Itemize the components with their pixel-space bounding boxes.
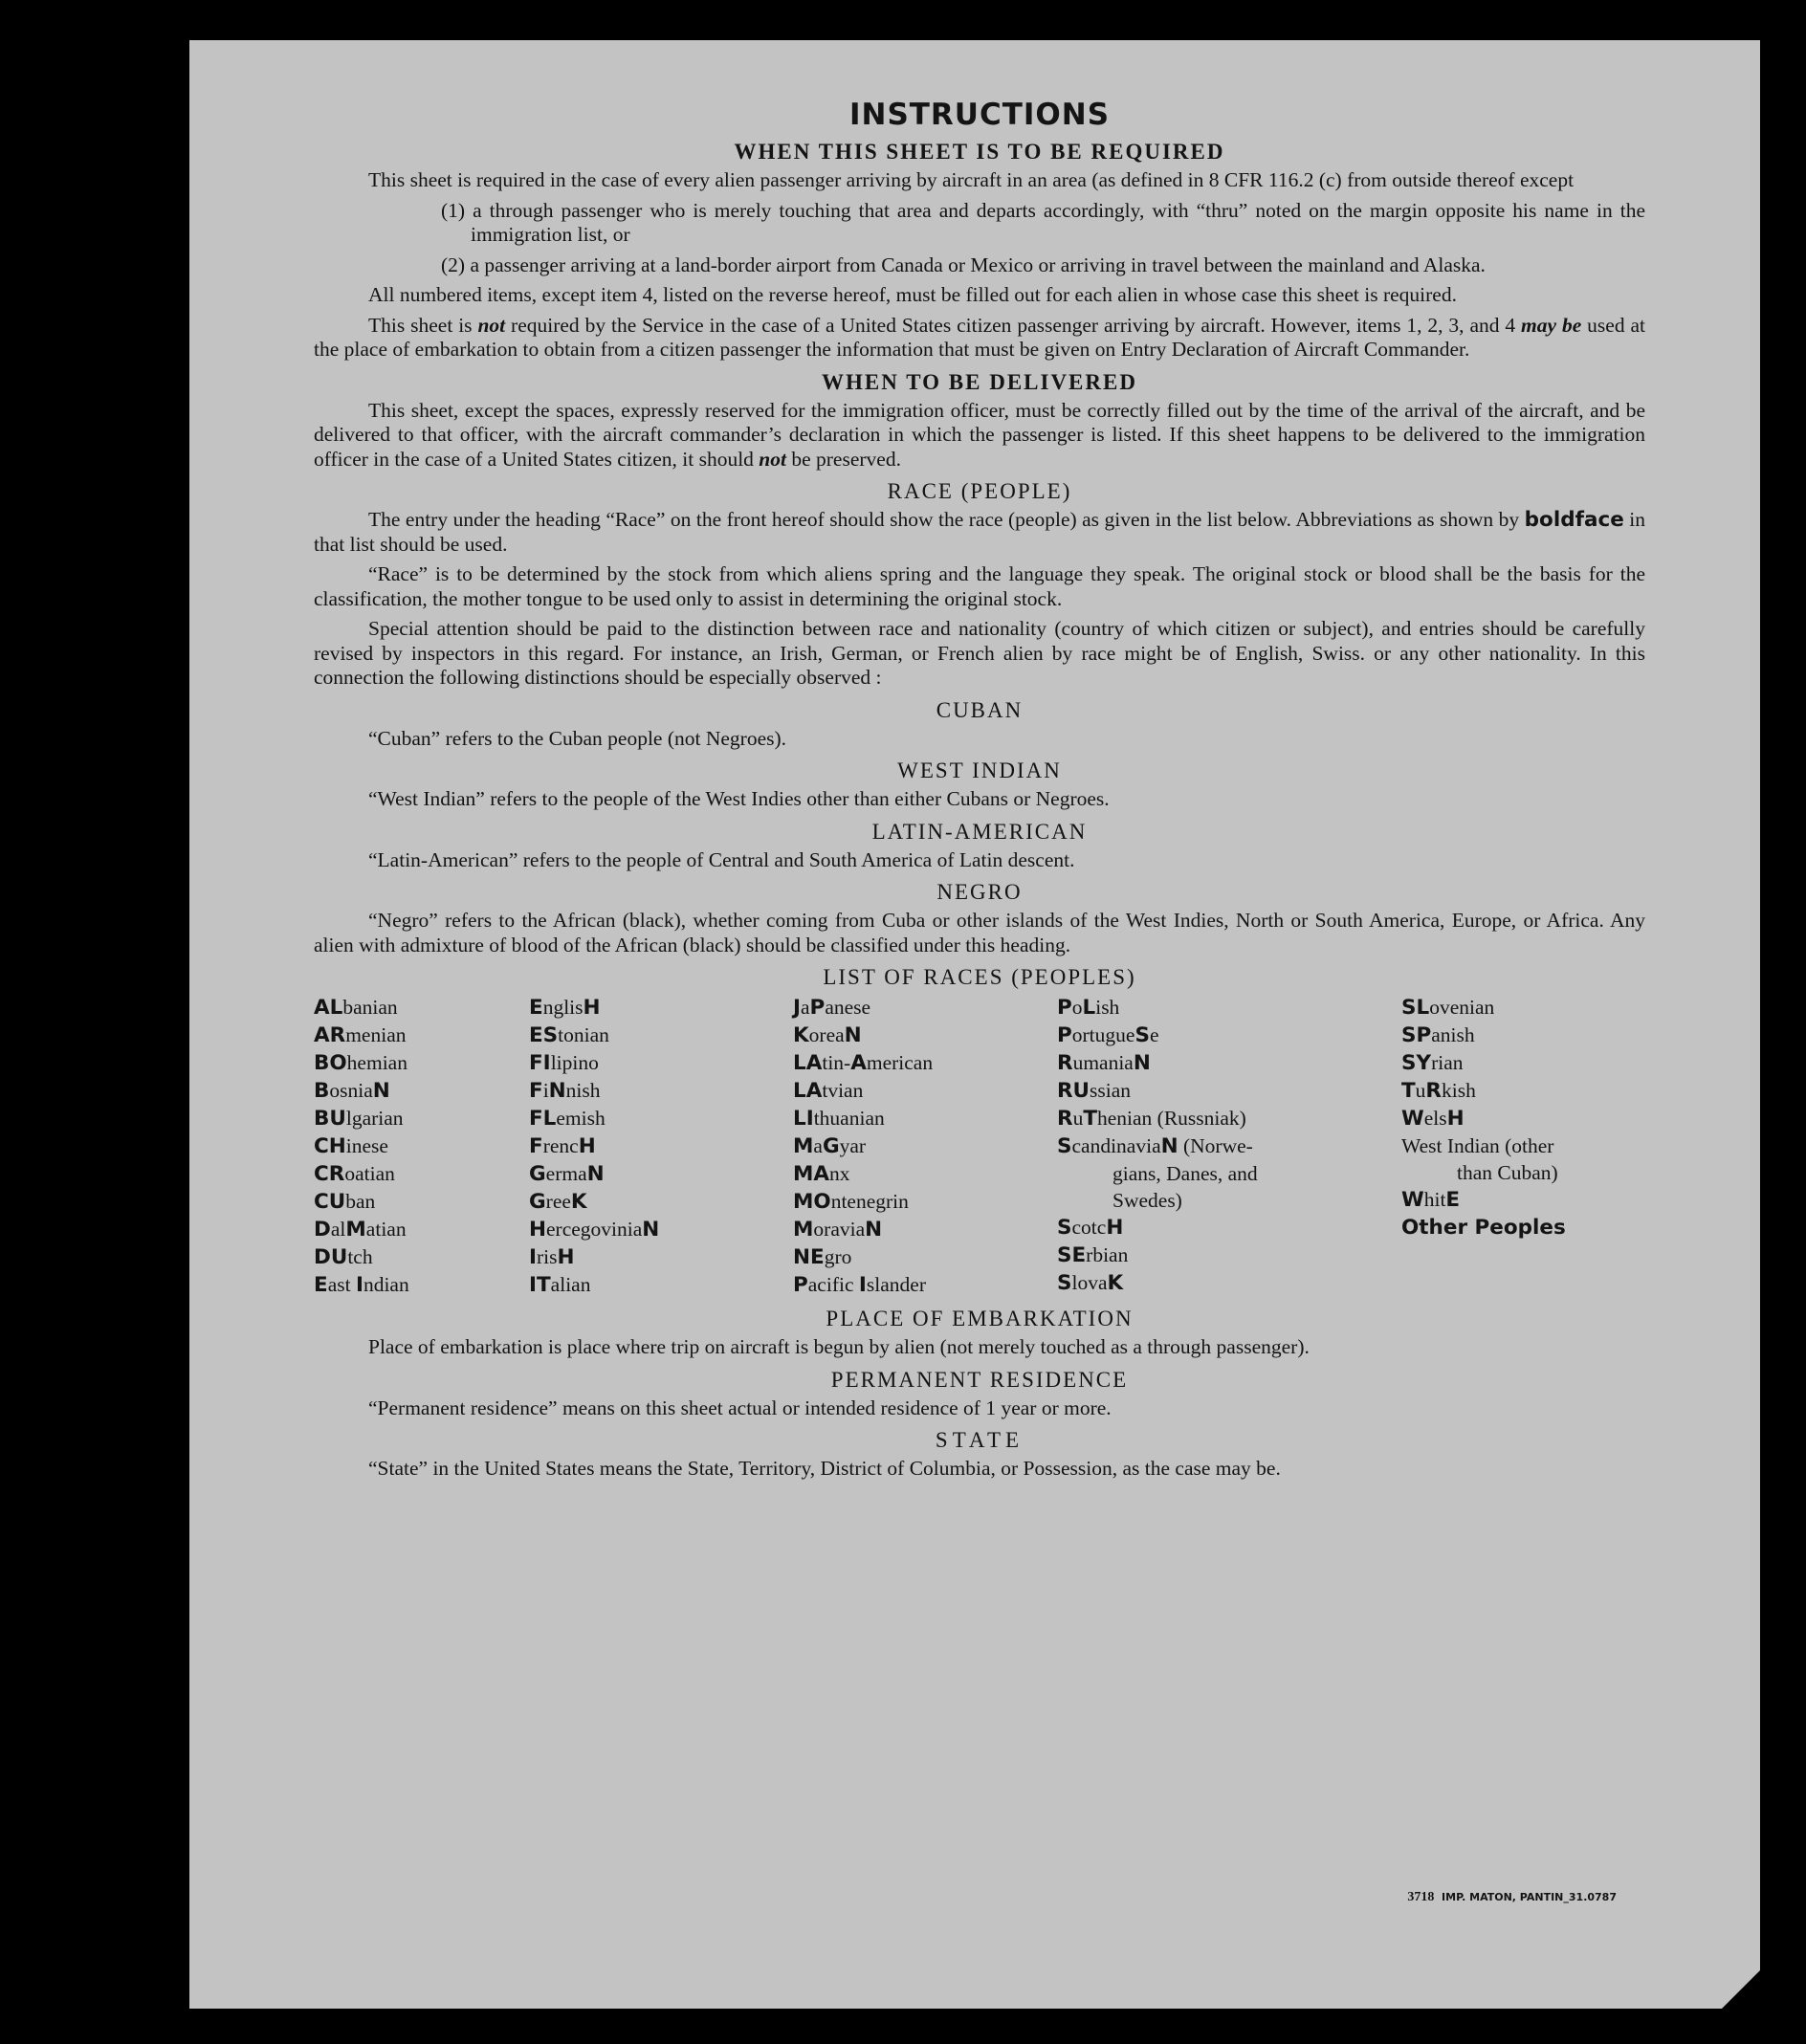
race-entry: LIthuanian <box>793 1107 885 1131</box>
race-entry: DalMatian <box>314 1218 407 1242</box>
race-entry: FrencH <box>529 1134 596 1158</box>
race-entry: CHinese <box>314 1134 388 1158</box>
heading-when-required: WHEN THIS SHEET IS TO BE REQUIRED <box>734 140 1225 164</box>
race-entry: ScotcH <box>1057 1216 1124 1240</box>
para-required-intro: This sheet is required in the case of every alien passenger arriving by aircraft in an area (as defined in 8 CFR 116.2 (c) from outside thereof except <box>368 168 1575 191</box>
race-entry: LAtin-American <box>793 1051 934 1075</box>
race-entry: RumaniaN <box>1057 1051 1151 1075</box>
race-entry: FLemish <box>529 1107 606 1131</box>
race-entry: DUtch <box>314 1245 373 1269</box>
exception-item-2: (2) a passenger arriving at a land-border airport from Canada or Mexico or arriving in travel between the mainland and Alaska. <box>441 253 1486 276</box>
heading-cuban: CUBAN <box>936 697 1024 722</box>
race-entry: BUlgarian <box>314 1107 404 1131</box>
race-entry: MoraviaN <box>793 1218 883 1242</box>
race-entry: Other Peoples <box>1401 1216 1566 1240</box>
race-entry: FIlipino <box>529 1051 599 1075</box>
page-title: INSTRUCTIONS <box>848 98 1111 132</box>
race-entry: Swedes) <box>1112 1189 1182 1212</box>
race-entry: JaPanese <box>793 996 871 1020</box>
heading-state: STATE <box>935 1428 1024 1452</box>
exception-item-1: (1) a through passenger who is merely touching that area and departs accordingly, with “thru” noted on the margin opposite his name in the immigration list, or <box>441 198 1645 246</box>
race-entry: SYrian <box>1401 1051 1464 1075</box>
race-entry: MaGyar <box>793 1134 867 1158</box>
race-entry: RUssian <box>1057 1079 1132 1103</box>
race-entry: ARmenian <box>314 1023 407 1047</box>
race-entry: gians, Danes, and <box>1112 1162 1258 1185</box>
race-entry: HercegoviniaN <box>529 1218 660 1242</box>
race-entry: SLovenian <box>1401 996 1495 1020</box>
printer-imprint: 3718 IMP. MATON, PANTIN_31.0787 <box>1407 1890 1617 1904</box>
race-entry: SPanish <box>1401 1023 1475 1047</box>
race-entry: FiNnish <box>529 1079 601 1103</box>
race-entry: SlovaK <box>1057 1271 1124 1295</box>
race-entry: ITalian <box>529 1273 591 1297</box>
race-entry: RuThenian (Russniak) <box>1057 1107 1246 1131</box>
races-column-5 <box>1401 994 1641 1299</box>
race-entry: GreeK <box>529 1190 587 1214</box>
heading-west-indian: WEST INDIAN <box>897 758 1062 782</box>
heading-latin-american: LATIN-AMERICAN <box>871 819 1088 844</box>
para-numbered-items: All numbered items, except item 4, listed on the reverse hereof, must be filled out for each alien in whose case this sheet is required. <box>368 283 1457 306</box>
para-delivered: This sheet, except the spaces, expressly reserved for the immigration officer, must be correctly filled out by the time of the arrival of the aircraft, and be delivered to that officer, with the aircraft commander’s declaration in which the passenger is listed. If this sheet happens to be delivered to the immigration officer in the case of a United States citizen, it should not be preserved. <box>314 398 1645 471</box>
race-entry: Pacific Islander <box>793 1273 926 1297</box>
heading-list-of-races: LIST OF RACES (PEOPLES) <box>823 965 1136 989</box>
races-list <box>314 994 1645 1299</box>
race-entry: CRoatian <box>314 1162 395 1186</box>
para-cuban: “Cuban” refers to the Cuban people (not Negroes). <box>368 726 787 750</box>
race-entry: West Indian (other <box>1401 1134 1554 1157</box>
para-race-stock: “Race” is to be determined by the stock from which aliens spring and the language they speak. The original stock or blood shall be the basis for the classification, the mother tongue to be used only to assist in determining the original stock. <box>314 562 1645 610</box>
race-entry: BosniaN <box>314 1079 390 1103</box>
document-page <box>189 40 1760 2009</box>
race-entry: PortugueSe <box>1057 1023 1159 1047</box>
para-latin-american: “Latin-American” refers to the people of Central and South America of Latin descent. <box>368 847 1075 871</box>
race-entry: WelsH <box>1401 1107 1465 1131</box>
para-race-entry: The entry under the heading “Race” on the front hereof should show the race (people) as given in the list below. Abbreviations as shown by boldface in that list should be used. <box>314 508 1645 556</box>
race-entry: CUban <box>314 1190 376 1214</box>
race-entry: East Indian <box>314 1273 409 1297</box>
race-entry: NEgro <box>793 1245 852 1269</box>
race-entry: PoLish <box>1057 996 1120 1020</box>
races-column-3 <box>793 994 1057 1299</box>
race-entry: GermaN <box>529 1162 605 1186</box>
heading-permanent-residence: PERMANENT RESIDENCE <box>830 1367 1129 1392</box>
race-entry: EnglisH <box>529 996 601 1020</box>
race-entry: LAtvian <box>793 1079 864 1103</box>
races-column-4 <box>1057 994 1401 1299</box>
race-entry: BOhemian <box>314 1051 407 1075</box>
race-entry: ALbanian <box>314 996 398 1020</box>
race-entry: than Cuban) <box>1457 1161 1558 1184</box>
heading-negro: NEGRO <box>936 880 1023 904</box>
race-entry: MOntenegrin <box>793 1190 909 1214</box>
heading-race: RACE (PEOPLE) <box>887 479 1072 503</box>
para-race-nationality: Special attention should be paid to the distinction between race and nationality (country of which citizen or subject), and entries should be carefully revised by inspectors in this regard. For instance, an Irish, German, or French alien by race might be of English, Swiss. or any other nationality. In this connection the following distinctions should be especially observed : <box>314 617 1645 689</box>
race-entry: SErbian <box>1057 1243 1129 1267</box>
race-entry: MAnx <box>793 1162 850 1186</box>
race-entry: WhitE <box>1401 1188 1461 1212</box>
race-entry: KoreaN <box>793 1023 862 1047</box>
race-entry: IrisH <box>529 1245 575 1269</box>
para-embarkation: Place of embarkation is place where trip on aircraft is begun by alien (not merely touched as a through passenger). <box>368 1335 1310 1358</box>
races-column-1 <box>314 994 529 1299</box>
para-citizen: This sheet is not required by the Service in the case of a United States citizen passenger arriving by aircraft. However, items 1, 2, 3, and 4 may be used at the place of embarkation to obtain from a citizen passenger the information that must be given on Entry Declaration of Aircraft Commander. <box>314 313 1645 361</box>
para-permanent-residence: “Permanent residence” means on this sheet actual or intended residence of 1 year or more. <box>368 1396 1112 1419</box>
heading-embarkation: PLACE OF EMBARKATION <box>826 1307 1134 1330</box>
race-entry: ScandinaviaN (Norwe- <box>1057 1134 1253 1158</box>
para-state: “State” in the United States means the State, Territory, District of Columbia, or Possession, as the case may be. <box>368 1457 1281 1480</box>
race-entry: EStonian <box>529 1023 609 1047</box>
race-entry: TuRkish <box>1401 1079 1476 1103</box>
para-west-indian: “West Indian” refers to the people of the West Indies other than either Cubans or Negroes. <box>368 787 1110 810</box>
para-negro: “Negro” refers to the African (black), whether coming from Cuba or other islands of the West Indies, North or South America, Europe, or Africa. Any alien with admixture of blood of the African (black) should be classified under this heading. <box>314 909 1645 956</box>
heading-when-delivered: WHEN TO BE DELIVERED <box>822 369 1137 394</box>
races-column-2 <box>529 994 793 1299</box>
